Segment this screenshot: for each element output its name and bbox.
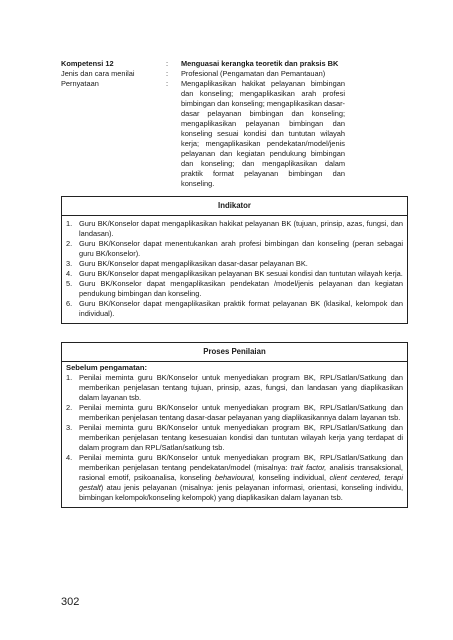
item-text: Penilai meminta guru BK/Konselor untuk menyediakan program BK, RPL/Satlan/Satkung dan memberikan penjelasan tentang dasar-dasar pelayanan yang diaplikasikannya dalam layanan tsb. <box>79 403 403 422</box>
item-number: 4. <box>66 269 73 278</box>
item-text: Guru BK/Konselor dapat mengaplikasikan praktik format pelayanan BK (klasikal, kelompok dan individual). <box>79 299 403 318</box>
list-item <box>66 239 403 259</box>
item-number: 4. <box>66 453 73 462</box>
list-item <box>66 279 403 299</box>
text-segment: Penilai meminta guru BK/Konselor untuk menyediakan program BK, RPL/Satlan/Satkung dan memberikan penjelasan tentang pendekatan/model (misalnya: <box>79 453 403 472</box>
indikator-list-wrap <box>62 216 407 323</box>
proses-body <box>62 362 407 507</box>
list-item <box>66 453 403 503</box>
meta-value: Menguasai kerangka teoretik dan praksis BK <box>181 59 339 68</box>
list-item <box>66 373 403 403</box>
item-text <box>79 453 403 503</box>
list-item <box>66 423 403 453</box>
list-item <box>66 219 403 239</box>
meta-colon: : <box>166 69 169 78</box>
item-number: 3. <box>66 423 73 432</box>
item-text: Guru BK/Konselor dapat mengaplikasikan dasar-dasar pelayanan BK. <box>79 259 308 268</box>
list-item <box>66 269 403 279</box>
text-segment: analisis transaksional, rasional emotif, psikoanalisa, konseling <box>79 463 403 482</box>
italic-term: client centered, terapi gestalt <box>79 473 403 492</box>
item-number: 2. <box>66 239 73 248</box>
item-number: 3. <box>66 259 73 268</box>
item-number: 1. <box>66 219 73 228</box>
list-item <box>66 259 403 269</box>
meta-key: Pernyataan <box>61 79 99 88</box>
page-number: 302 <box>61 596 80 608</box>
item-number: 5. <box>66 279 73 288</box>
indikator-box <box>61 196 408 324</box>
item-text: Guru BK/Konselor dapat mengaplikasikan hakikat pelayanan BK (tujuan, prinsip, azas, fungsi, dan landasan). <box>79 219 403 238</box>
item-number: 6. <box>66 299 73 308</box>
meta-key: Kompetensi 12 <box>61 59 114 68</box>
meta-colon: : <box>166 59 169 68</box>
meta-colon: : <box>166 79 169 88</box>
list-item <box>66 403 403 423</box>
text-segment: konseling individual, <box>255 473 330 482</box>
meta-value: Profesional (Pengamatan dan Pemantauan) <box>181 69 326 78</box>
meta-value: Mengaplikasikan hakikat pelayanan bimbingan dan konseling; mengaplikasikan arah profesi bimbingan dan konseling; mengaplikasikan dasar-dasar pelayanan bimbingan dan konseling; mengaplikasikan pelayanan bimbingan dan konseling sesuai kondisi dan tuntutan wilayah kerja; mengaplikasikan pendekatan/model/jenis pelayanan dan kegiatan pendukung bimbingan dan konseling; dan mengaplikasikan dalam praktik format pelayanan bimbingan dan konseling. <box>181 79 345 188</box>
indikator-list <box>66 219 403 319</box>
proses-subheading: Sebelum pengamatan: <box>66 363 148 372</box>
meta-row-jenis <box>61 69 401 79</box>
proses-title: Proses Penilaian <box>62 343 407 362</box>
meta-row-pernyataan <box>61 79 401 189</box>
item-number: 2. <box>66 403 73 412</box>
item-text: Penilai meminta guru BK/Konselor untuk menyediakan program BK, RPL/Satlan/Satkung dan memberikan penjelasan tentang kesesuaian kondisi dan tuntutan wilayah kerja yang terdapat di dalam program dan RPL/Satlan/satkung tsb. <box>79 423 403 452</box>
meta-key: Jenis dan cara menilai <box>61 69 135 78</box>
item-number: 1. <box>66 373 73 382</box>
text-segment: ) atau jenis pelayanan (misalnya: jenis pelayanan informasi, orientasi, konseling individu, bimbingan kelompok/konseling kelompok) yang diaplikasikan dalam layanan tsb. <box>79 483 403 502</box>
competency-header <box>61 59 401 189</box>
proses-penilaian-box <box>61 342 408 508</box>
list-item <box>66 299 403 319</box>
item-text: Guru BK/Konselor dapat mengaplikasikan pendekatan /model/jenis pelayanan dan kegiatan pendukung bimbingan dan konseling. <box>79 279 403 298</box>
item-text: Guru BK/Konselor dapat mengaplikasikan pelayanan BK sesuai kondisi dan tuntutan wilayah kerja. <box>79 269 403 278</box>
item-text: Guru BK/Konselor dapat menentukankan arah profesi bimbingan dan konseling (peran sebagai guru BK/konselor). <box>79 239 403 258</box>
italic-term: trait factor, <box>290 463 327 472</box>
indikator-title: Indikator <box>62 197 407 216</box>
meta-row-kompetensi <box>61 59 401 69</box>
italic-term: behavioural, <box>214 473 256 482</box>
item-text: Penilai meminta guru BK/Konselor untuk menyediakan program BK, RPL/Satlan/Satkung dan memberikan penjelasan tentang tujuan, prinsip, azas, fungsi, dan landasan yang diaplikasikan dalam layanan tsb. <box>79 373 403 402</box>
proses-list <box>66 373 403 503</box>
